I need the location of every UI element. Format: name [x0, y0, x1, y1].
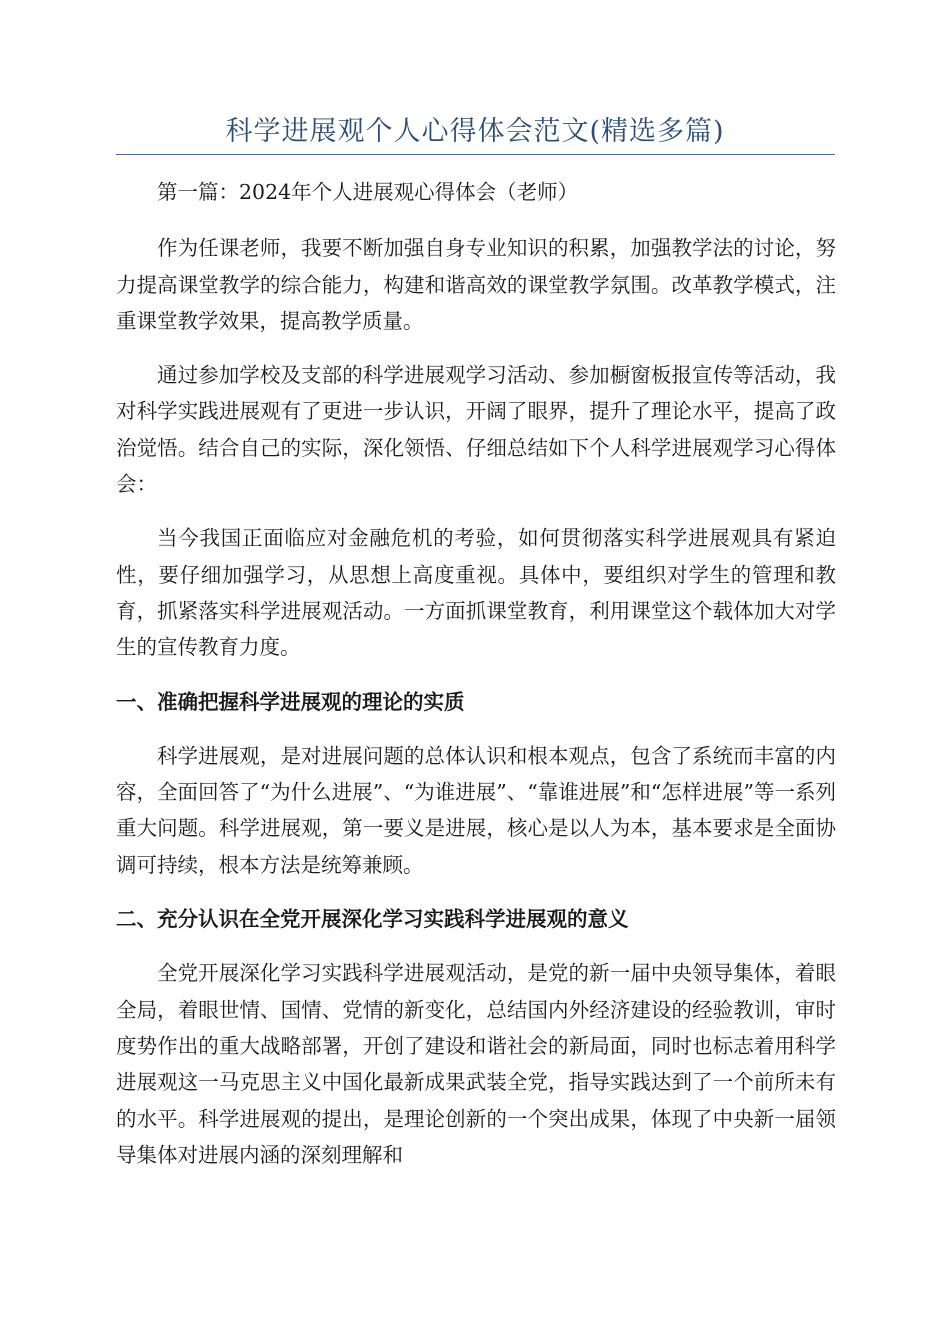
paragraph-2: 通过参加学校及支部的科学进展观学习活动、参加橱窗板报宣传等活动，我对科学实践进展观有了更进一步认识，开阔了眼界，提升了理论水平，提高了政治觉悟。结合自己的实际，深化领悟、仔细总结如下个人科学进展观学习心得体会： — [116, 363, 836, 497]
section-2-paragraph: 全党开展深化学习实践科学进展观活动，是党的新一届中央领导集体，着眼全局，着眼世情、国情、党情的新变化，总结国内外经济建设的经验教训，审时度势作出的重大战略部署，开创了建设和谐社会的新局面，同时也标志着用科学进展观这一马克思主义中国化最新成果武装全党，指导实践达到了一个前所未有的水平。科学进展观的提出，是理论创新的一个突出成果，体现了中央新一届领导集体对进展内涵的深刻理解和 — [116, 961, 836, 1167]
section-1-paragraph: 科学进展观，是对进展问题的总体认识和根本观点，包含了系统而丰富的内容，全面回答了“为什么进展”、“为谁进展”、“靠谁进展”和“怎样进展”等一系列重大问题。科学进展观，第一要义是进展，核心是以人为本，基本要求是全面协调可持续，根本方法是统筹兼顾。 — [116, 743, 836, 877]
part-subtitle: 第一篇：2024年个人进展观心得体会（老师） — [157, 180, 579, 204]
section-heading-1: 一、准确把握科学进展观的理论的实质 — [116, 689, 465, 714]
document-body — [116, 174, 836, 1191]
paragraph-1: 作为任课老师，我要不断加强自身专业知识的积累，加强教学法的讨论，努力提高课堂教学的综合能力，构建和谐高效的课堂教学氛围。改革教学模式，注重课堂教学效果，提高教学质量。 — [116, 236, 836, 333]
paragraph-3: 当今我国正面临应对金融危机的考验，如何贯彻落实科学进展观具有紧迫性，要仔细加强学习，从思想上高度重视。具体中，要组织对学生的管理和教育，抓紧落实科学进展观活动。一方面抓课堂教育，利用课堂这个载体加大对学生的宣传教育力度。 — [116, 526, 836, 660]
section-heading-2: 二、充分认识在全党开展深化学习实践科学进展观的意义 — [116, 907, 629, 932]
document-title: 科学进展观个人心得体会范文(精选多篇) — [225, 116, 725, 147]
title-underline — [116, 154, 835, 155]
